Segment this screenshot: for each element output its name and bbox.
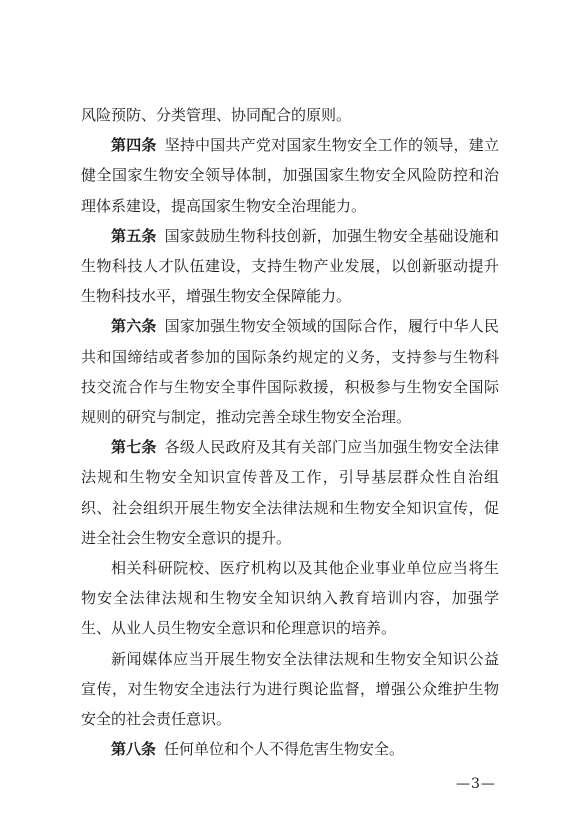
paragraph-text: 各级人民政府及其有关部门应当加强生物安全法律法规和生物安全知识宣传普及工作，引导基层群众性自治组织、社会组织开展生物安全法律法规和生物安全知识宣传，促进全社会生物安全意识的提升。 <box>81 438 499 547</box>
paragraph-text: 国家鼓励生物科技创新，加强生物安全基础设施和生物科技人才队伍建设，支持生物产业发展，以创新驱动提升生物科技水平，增强生物安全保障能力。 <box>81 226 499 306</box>
article-5 <box>81 221 499 312</box>
article-6 <box>81 311 499 432</box>
paragraph-text: 任何单位和个人不得危害生物安全。 <box>164 740 405 759</box>
article-7-paragraph-2 <box>81 553 499 644</box>
paragraph-text: 坚持中国共产党对国家生物安全工作的领导，建立健全国家生物安全领导体制，加强国家生物安全风险防控和治理体系建设，提高国家生物安全治理能力。 <box>81 136 499 215</box>
article-7-paragraph-3 <box>81 644 499 735</box>
article-heading: 第五条 <box>111 226 157 245</box>
page-number: —3— <box>456 776 496 792</box>
article-4 <box>81 130 499 221</box>
article-heading: 第八条 <box>111 740 157 759</box>
article-8 <box>81 734 499 764</box>
article-heading: 第四条 <box>111 136 157 155</box>
paragraph-continuation <box>81 100 499 130</box>
article-7 <box>81 432 499 553</box>
paragraph-text: 风险预防、分类管理、协同配合的原则。 <box>81 106 352 124</box>
paragraph-text: 新闻媒体应当开展生物安全法律法规和生物安全知识公益宣传，对生物安全违法行为进行舆论监督，增强公众维护生物安全的社会责任意识。 <box>81 649 499 729</box>
article-heading: 第七条 <box>111 438 157 457</box>
article-heading: 第六条 <box>111 317 157 336</box>
paragraph-text: 相关科研院校、医疗机构以及其他企业事业单位应当将生物安全法律法规和生物安全知识纳入教育培训内容，加强学生、从业人员生物安全意识和伦理意识的培养。 <box>81 559 499 638</box>
paragraph-text: 国家加强生物安全领域的国际合作，履行中华人民共和国缔结或者参加的国际条约规定的义务，支持参与生物科技交流合作与生物安全事件国际救援，积极参与生物安全国际规则的研究与制定，推动完善全球生物安全治理。 <box>81 317 499 427</box>
document-body <box>81 100 499 764</box>
